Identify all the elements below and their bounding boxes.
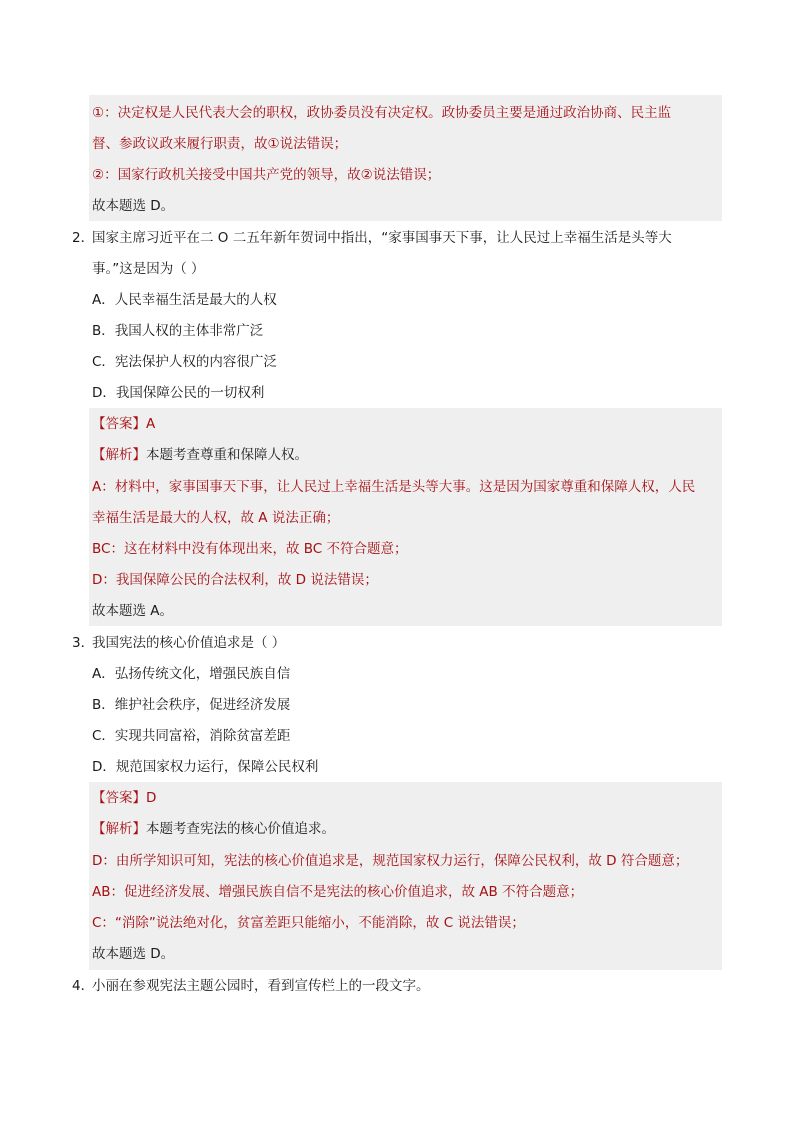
option-b: B．维护社会秩序，促进经济发展 — [92, 697, 291, 713]
analysis-box-q3 — [89, 782, 722, 970]
analysis-line: D：由所学知识可知，宪法的核心价值追求是，规范国家权力运行，保障公民权利，故 D 符合题意； — [92, 853, 689, 869]
question-stem: 小丽在参观宪法主题公园时，看到宣传栏上的一段文字。 — [92, 978, 430, 994]
analysis-line: ①：决定权是人民代表大会的职权，政协委员没有决定权。政协委员主要是通过政治协商、民主监 — [92, 105, 672, 121]
option-c: C．实现共同富裕，消除贫富差距 — [92, 728, 291, 744]
question-stem: 我国宪法的核心价值追求是（ ） — [92, 635, 286, 651]
option-b: B．我国人权的主体非常广泛 — [92, 323, 264, 339]
option-c: C．宪法保护人权的内容很广泛 — [92, 354, 277, 370]
answer-line — [92, 788, 156, 808]
question-number: 4． — [72, 978, 95, 994]
conclusion-line: 故本题选 D。 — [92, 198, 175, 214]
question-number: 2． — [72, 230, 95, 246]
analysis-line: 督、参政议政来履行职责，故①说法错误； — [92, 136, 348, 152]
analysis-intro — [92, 445, 308, 465]
answer-line — [92, 414, 155, 434]
analysis-line: ②：国家行政机关接受中国共产党的领导，故②说法错误； — [92, 167, 441, 183]
question-number: 3． — [72, 635, 95, 651]
analysis-text: 本题考查尊重和保障人权。 — [146, 447, 308, 463]
answer-tag: 【答案】 — [92, 790, 146, 806]
analysis-tag: 【解析】 — [92, 821, 146, 837]
analysis-line: 幸福生活是最大的人权，故 A 说法正确； — [92, 510, 340, 526]
question-stem: 国家主席习近平在二 O 二五年新年贺词中指出，“家事国事天下事，让人民过上幸福生活是头等大 — [92, 230, 672, 246]
analysis-intro — [92, 819, 335, 839]
analysis-line: C：“消除”说法绝对化，贫富差距只能缩小，不能消除，故 C 说法错误； — [92, 915, 525, 931]
conclusion-line: 故本题选 A。 — [92, 603, 174, 619]
answer-value: D — [146, 790, 157, 806]
analysis-line: A：材料中，家事国事天下事，让人民过上幸福生活是头等大事。这是因为国家尊重和保障人权，人民 — [92, 479, 696, 495]
option-d: D．规范国家权力运行，保障公民权利 — [92, 759, 319, 775]
analysis-line: AB：促进经济发展、增强民族自信不是宪法的核心价值追求，故 AB 不符合题意； — [92, 884, 584, 900]
answer-tag: 【答案】 — [92, 416, 146, 432]
question-stem: 事。”这是因为（ ） — [92, 261, 205, 277]
option-d: D．我国保障公民的一切权利 — [92, 385, 265, 401]
option-a: A．人民幸福生活是最大的人权 — [92, 292, 277, 308]
option-a: A．弘扬传统文化，增强民族自信 — [92, 666, 291, 682]
analysis-line: BC：这在材料中没有体现出来，故 BC 不符合题意； — [92, 541, 408, 557]
analysis-line: D：我国保障公民的合法权利，故 D 说法错误； — [92, 572, 378, 588]
conclusion-line: 故本题选 D。 — [92, 946, 175, 962]
analysis-tag: 【解析】 — [92, 447, 146, 463]
answer-value: A — [146, 416, 156, 432]
analysis-text: 本题考查宪法的核心价值追求。 — [146, 821, 335, 837]
